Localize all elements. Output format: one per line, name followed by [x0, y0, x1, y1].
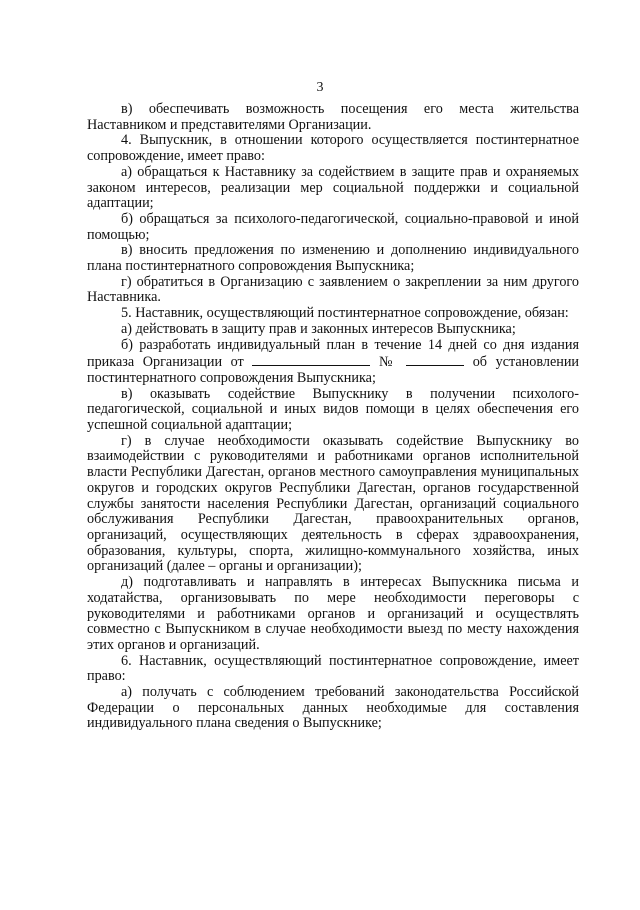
paragraph-5b: [87, 338, 579, 387]
paragraph-5b-text-2: об установлении постинтернатного сопровождения Выпускника;: [87, 354, 580, 386]
paragraph-4b: б) обращаться за психолого-педагогической, социально-правовой и иной помощью;: [87, 210, 579, 243]
page-number: 3: [316, 80, 324, 95]
paragraph-5b-text-1: б) разработать индивидуальный план в течение 14 дней со дня издания приказа Организации от: [87, 336, 579, 371]
document-body: [87, 102, 579, 732]
paragraph-6a: а) получать с соблюдением требований законодательства Российской Федерации о персональных данных необходимые для составления индивидуального плана сведения о Выпускнике;: [87, 684, 579, 732]
paragraph-4v: в) вносить предложения по изменению и дополнению индивидуального плана постинтернатного сопровождения Выпускника;: [87, 242, 579, 275]
paragraph-4a: а) обращаться к Наставнику за содействием в защите прав и охраняемых законом интересов, реализации мер социальной поддержки и социальной адаптации;: [87, 163, 579, 212]
paragraph-6: 6. Наставник, осуществляющий постинтернатное сопровождение, имеет право:: [87, 652, 579, 685]
order-number-blank: [406, 353, 464, 366]
paragraph-5a: а) действовать в защиту прав и законных интересов Выпускника;: [121, 320, 516, 337]
paragraph-5d: д) подготавливать и направлять в интересах Выпускника письма и ходатайства, организовывать по мере необходимости переговоры с руководителями и работниками органов и организаций и осуществлять совместно с Выпускником в случае необходимости выезд по месту нахождения этих органов и организаций.: [87, 574, 579, 653]
paragraph-4: 4. Выпускник, в отношении которого осуществляется постинтернатное сопровождение, имеет право:: [87, 132, 579, 165]
paragraph-5g: г) в случае необходимости оказывать содействие Выпускнику во взаимодействии с руководителями и работниками органов исполнительной власти Республики Дагестан, органов местного самоуправления муниципальных округов и городских округов Республики Дагестан, органов государственной службы занятости населения Республики Дагестан, организаций социального обслуживания Республики Дагестан, правоохранительных органов, организаций, осуществляющих деятельность в сферах здравоохранения, образования, культуры, спорта, жилищно-коммунального хозяйства, иных организаций (далее – органы и организации);: [87, 432, 579, 575]
paragraph-5b-number-sign: №: [378, 354, 398, 371]
paragraph-5: 5. Наставник, осуществляющий постинтернатное сопровождение, обязан:: [121, 305, 569, 322]
paragraph-4g: г) обратиться в Организацию с заявлением о закреплении за ним другого Наставника.: [87, 273, 579, 306]
paragraph-5v: в) оказывать содействие Выпускнику в получении психолого-педагогической, социальной и иных видов помощи в целях обеспечения его успешной социальной адаптации;: [87, 385, 579, 434]
order-date-blank: [252, 353, 370, 366]
paragraph-3v: в) обеспечивать возможность посещения его места жительства Наставником и представителями Организации.: [87, 101, 579, 133]
